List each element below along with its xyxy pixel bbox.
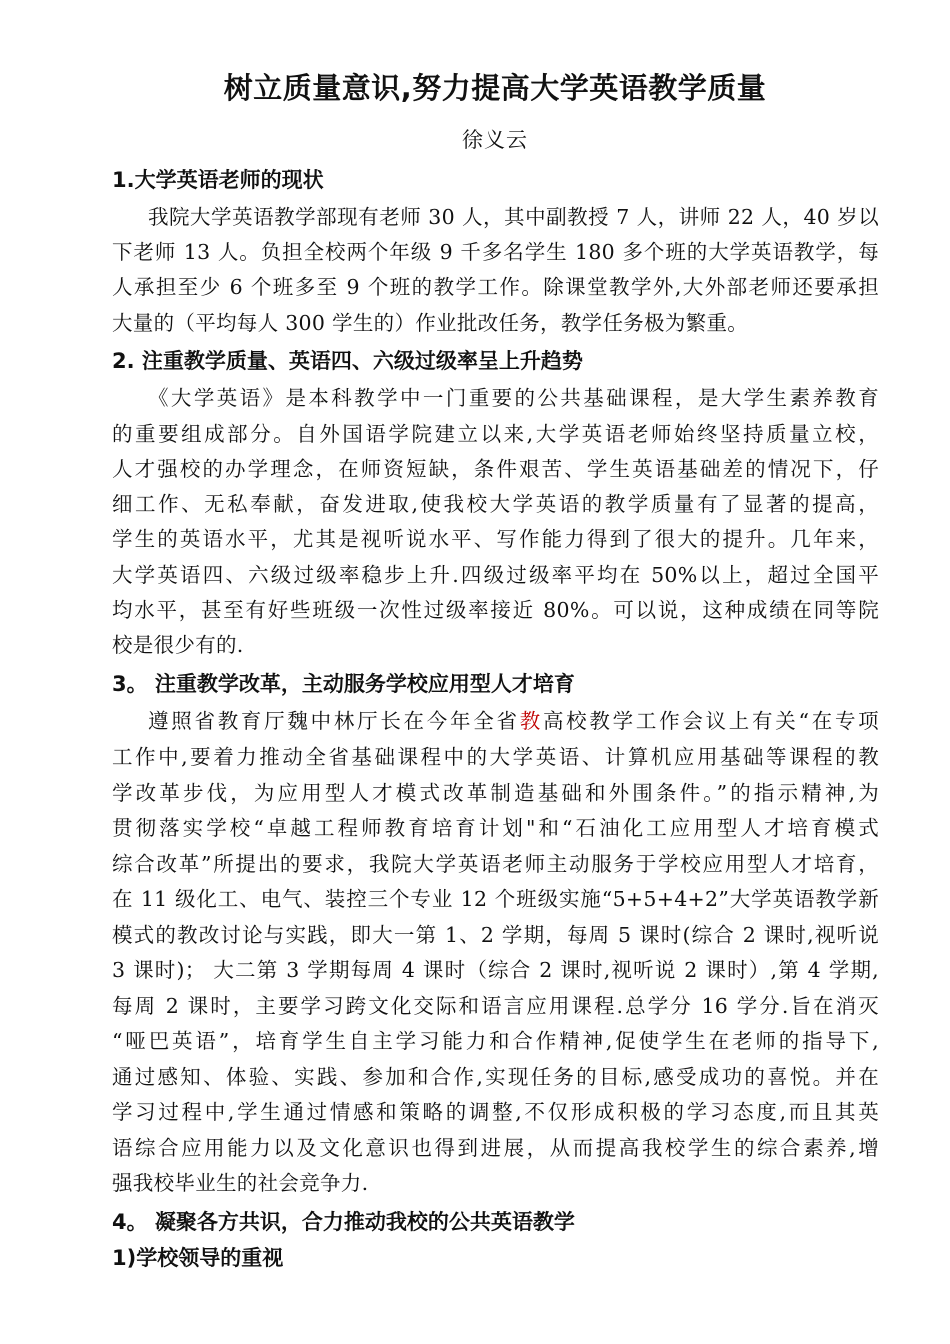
paragraph-line: 均水平，甚至有好些班级一次性过级率接近 80%。可以说，这种成绩在同等院 [112, 598, 879, 622]
paragraph-line: 人才强校的办学理念，在师资短缺，条件艰苦、学生英语基础差的情况下，仔 [112, 457, 879, 481]
paragraph-line: 强我校毕业生的社会竞争力. [112, 1171, 369, 1195]
highlighted-character: 教 [519, 709, 543, 733]
paragraph-line: 我院大学英语教学部现有老师 30 人，其中副教授 7 人，讲师 22 人，40 岁以 [148, 205, 879, 229]
paragraph-line: 细工作、无私奉献，奋发进取,使我校大学英语的教学质量有了显著的提高， [112, 492, 879, 516]
paragraph-line: 的重要组成部分。自外国语学院建立以来,大学英语老师始终坚持质量立校， [112, 422, 879, 446]
paragraph-line: 模式的教改讨论与实践，即大一第 1、2 学期，每周 5 课时(综合 2 课时,视听说 [112, 923, 879, 947]
paragraph-line: 学习过程中,学生通过情感和策略的调整,不仅形成积极的学习态度,而且其英 [112, 1100, 879, 1124]
subsection-heading-1: 1)学校领导的重视 [112, 1246, 284, 1270]
paragraph-line: 语综合应用能力以及文化意识也得到进展，从而提高我校学生的综合素养,增 [112, 1136, 879, 1160]
section-heading-2: 2. 注重教学质量、英语四、六级过级率呈上升趋势 [112, 349, 583, 373]
paragraph-line [148, 704, 879, 734]
document-author: 徐义云 [462, 128, 528, 152]
document-title: 树立质量意识,努力提高大学英语教学质量 [223, 71, 767, 105]
paragraph-line: 《大学英语》是本科教学中一门重要的公共基础课程，是大学生素养教育 [148, 386, 879, 410]
paragraph-line: 大学英语四、六级过级率稳步上升.四级过级率平均在 50%以上，超过全国平 [112, 563, 879, 587]
paragraph-line: 校是很少有的. [112, 633, 244, 657]
paragraph-line: “哑巴英语”，培育学生自主学习能力和合作精神,促使学生在老师的指导下, [112, 1029, 879, 1053]
paragraph-line: 贯彻落实学校“卓越工程师教育培育计划"和“石油化工应用型人才培育模式 [112, 816, 879, 840]
paragraph-line: 在 11 级化工、电气、装控三个专业 12 个班级实施“5+5+4+2”大学英语教学新 [112, 887, 879, 911]
section-heading-1: 1.大学英语老师的现状 [112, 168, 324, 192]
paragraph-line: 3 课时)； 大二第 3 学期每周 4 课时（综合 2 课时,视听说 2 课时）,第 4 学期, [112, 958, 879, 982]
paragraph-line: 下老师 13 人。负担全校两个年级 9 千多名学生 180 多个班的大学英语教学，每 [112, 240, 879, 264]
paragraph-line: 通过感知、体验、实践、参加和合作,实现任务的目标,感受成功的喜悦。并在 [112, 1065, 879, 1089]
paragraph-line: 每周 2 课时，主要学习跨文化交际和语言应用课程.总学分 16 学分.旨在消灭 [112, 994, 879, 1018]
paragraph-line: 人承担至少 6 个班多至 9 个班的教学工作。除课堂教学外,大外部老师还要承担 [112, 275, 879, 299]
section-heading-4: 4。 凝聚各方共识，合力推动我校的公共英语教学 [112, 1210, 575, 1234]
paragraph-line: 工作中,要着力推动全省基础课程中的大学英语、计算机应用基础等课程的教 [112, 745, 879, 769]
paragraph-line: 综合改革”所提出的要求，我院大学英语老师主动服务于学校应用型人才培育， [112, 852, 879, 876]
paragraph-line: 大量的（平均每人 300 学生的）作业批改任务，教学任务极为繁重。 [112, 311, 749, 335]
line-text: 遵照省教育厅魏中林厅长在今年全省 [148, 709, 520, 733]
paragraph-line: 学改革步伐，为应用型人才模式改革制造基础和外围条件。”的指示精神,为 [112, 781, 879, 805]
section-heading-3: 3。 注重教学改革，主动服务学校应用型人才培育 [112, 672, 575, 696]
line-text: 高校教学工作会议上有关“在专项 [542, 709, 879, 733]
paragraph-line: 学生的英语水平，尤其是视听说水平、写作能力得到了很大的提升。几年来， [112, 527, 879, 551]
